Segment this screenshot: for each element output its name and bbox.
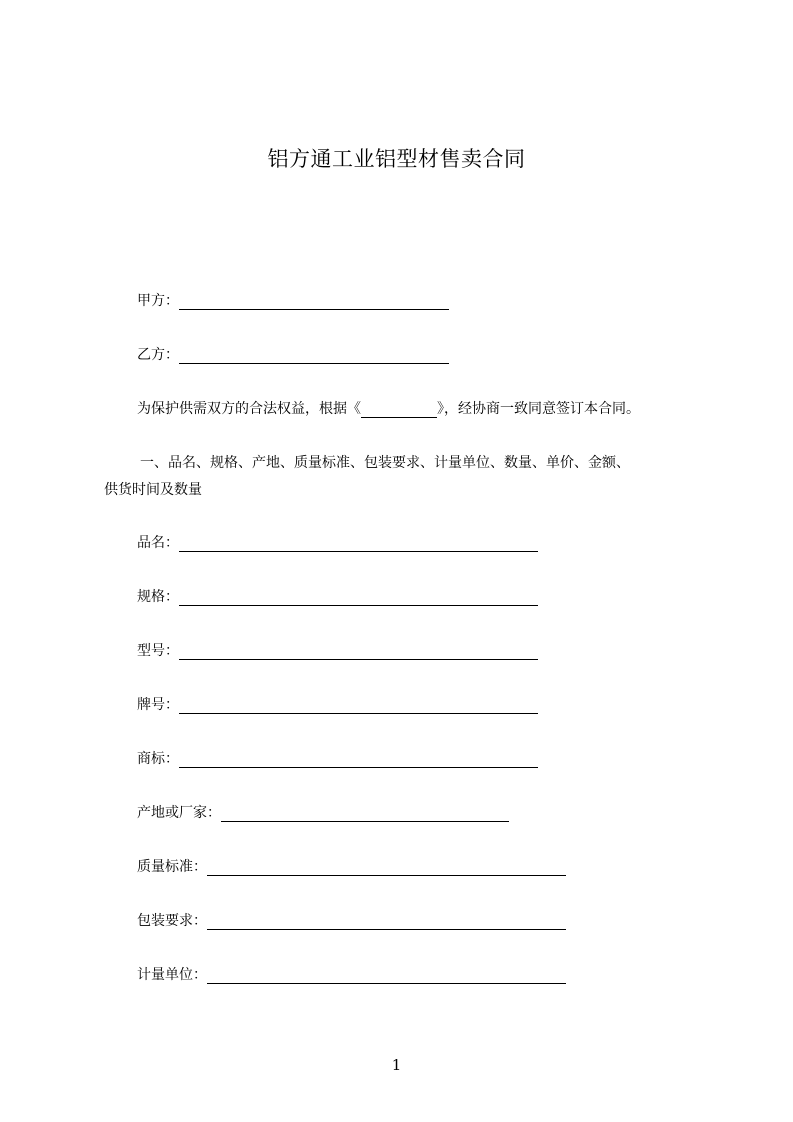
party-a-blank[interactable] bbox=[179, 295, 449, 310]
party-a-label: 甲方： bbox=[137, 293, 179, 309]
party-a-row bbox=[137, 292, 449, 310]
field-row-product-name bbox=[137, 534, 538, 552]
intro-suffix: 》，经协商一致同意签订本合同。 bbox=[437, 401, 640, 417]
field-label: 牌号： bbox=[137, 697, 179, 713]
section1-heading-line1: 一、品名、规格、产地、质量标准、包装要求、计量单位、数量、单价、金额、 bbox=[140, 455, 630, 471]
field-label: 计量单位： bbox=[137, 967, 207, 983]
field-row-quality-standard bbox=[137, 858, 566, 876]
section1-heading-line2: 供货时间及数量 bbox=[104, 482, 202, 498]
field-label: 包装要求： bbox=[137, 913, 207, 929]
party-b-blank[interactable] bbox=[179, 349, 449, 364]
field-row-origin bbox=[137, 804, 509, 822]
intro-prefix: 为保护供需双方的合法权益，根据《 bbox=[137, 401, 361, 417]
law-name-blank[interactable] bbox=[361, 403, 437, 418]
field-row-packaging bbox=[137, 912, 566, 930]
document-title: 铝方通工业铝型材售卖合同 bbox=[267, 147, 526, 171]
field-label: 品名： bbox=[137, 535, 179, 551]
spec-blank[interactable] bbox=[179, 591, 538, 606]
field-row-grade bbox=[137, 696, 538, 714]
field-label: 规格： bbox=[137, 589, 179, 605]
quality-standard-blank[interactable] bbox=[207, 861, 566, 876]
field-label: 型号： bbox=[137, 643, 179, 659]
field-label: 产地或厂家： bbox=[137, 805, 221, 821]
grade-blank[interactable] bbox=[179, 699, 538, 714]
origin-blank[interactable] bbox=[221, 807, 509, 822]
intro-paragraph bbox=[137, 400, 640, 418]
field-label: 质量标准： bbox=[137, 859, 207, 875]
model-blank[interactable] bbox=[179, 645, 538, 660]
party-b-label: 乙方： bbox=[137, 347, 179, 363]
product-name-blank[interactable] bbox=[179, 537, 538, 552]
unit-blank[interactable] bbox=[207, 969, 566, 984]
field-row-unit bbox=[137, 966, 566, 984]
party-b-row bbox=[137, 346, 449, 364]
packaging-blank[interactable] bbox=[207, 915, 566, 930]
field-row-spec bbox=[137, 588, 538, 606]
trademark-blank[interactable] bbox=[179, 753, 538, 768]
field-label: 商标： bbox=[137, 751, 179, 767]
page-number: 1 bbox=[391, 1056, 402, 1074]
field-row-model bbox=[137, 642, 538, 660]
field-row-trademark bbox=[137, 750, 538, 768]
